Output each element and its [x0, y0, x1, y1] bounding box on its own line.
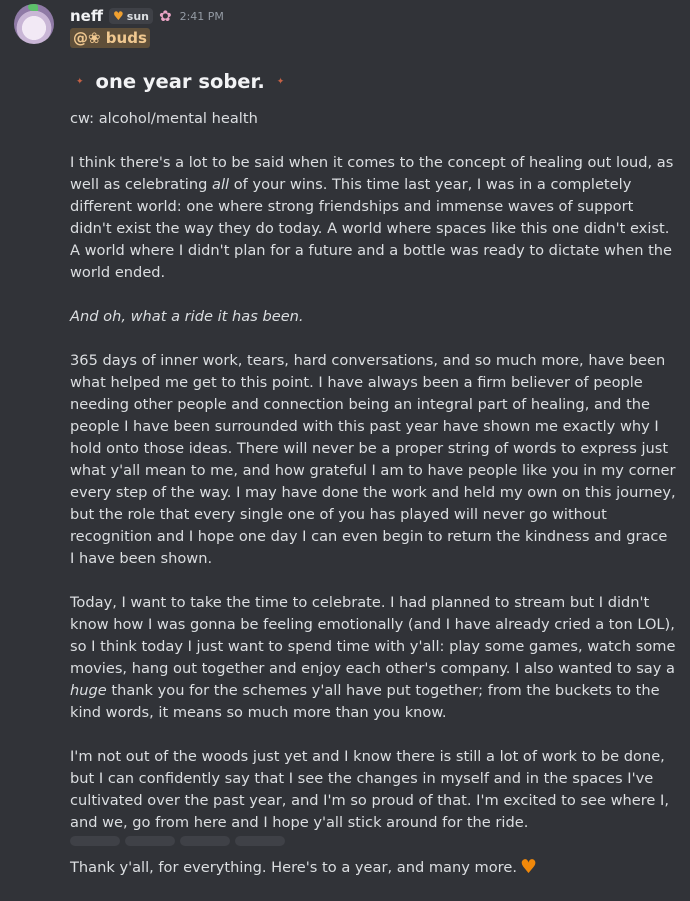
message-content — [70, 66, 676, 901]
sparkle-icon: ✦ — [276, 77, 285, 87]
title-row — [70, 66, 676, 98]
paragraph-4: Today, I want to take the time to celebrate. I had planned to stream but I didn't know how I was gonna be feeling emotionally (and I have already cried a ton LOL), so I think today I just want to spend time with y'all: play some games, watch some movies, hang out together and enjoy each other's company. I also wanted to say a huge thank you for the schemes y'all have put together; from the buckets to the kind words, it means so much more than you know. — [70, 594, 676, 721]
reaction-button[interactable] — [125, 836, 175, 846]
message-header — [70, 6, 224, 26]
username[interactable]: neff — [70, 7, 104, 25]
leaf-icon — [28, 4, 38, 11]
timestamp[interactable]: 2:41 PM — [179, 9, 224, 23]
reaction-button[interactable] — [70, 836, 120, 846]
reaction-button[interactable] — [180, 836, 230, 846]
message-title: one year sober. — [95, 70, 265, 93]
content-warning: cw: alcohol/mental health — [70, 110, 258, 127]
paragraph-3: 365 days of inner work, tears, hard conversations, and so much more, have been what helped me get to this point. I have always been a firm believer of people needing other people and connection being an integral part of healing, and the people I have been surrounded with this past year have shown me exactly why I hold onto those ideas. There will never be a proper string of words to express just what y'all mean to me, and how grateful I am to have people like you in my corner every step of the way. I may have done the work and held my own on this journey, but the role that every single one of you has played will never go without recognition and I hope one day I can even begin to return the kindness and grace I have been shown. — [70, 352, 676, 567]
orange-heart-icon: ♥ — [519, 856, 538, 878]
role-mention[interactable]: @❀ buds — [70, 28, 150, 48]
server-tag-label: sun — [126, 9, 149, 23]
reaction-button[interactable] — [235, 836, 285, 846]
sparkle-icon: ✦ — [76, 77, 84, 87]
paragraph-2: And oh, what a ride it has been. — [70, 308, 304, 325]
reactions-bar — [70, 836, 285, 846]
paragraph-6: Thank y'all, for everything. Here's to a year, and many more. ♥ — [70, 856, 538, 878]
avatar[interactable] — [14, 4, 54, 44]
paragraph-1: I think there's a lot to be said when it comes to the concept of healing out loud, as well as celebrating all of your wins. This time last year, I was in a completely different world: one where strong friendships and immense waves of support didn't exist the way they do today. A world where spaces like this one didn't exist. A world where I didn't plan for a future and a bottle was ready to dictate when the world ended. — [70, 154, 674, 281]
flower-icon[interactable]: ✿ — [159, 7, 172, 25]
paragraph-5: I'm not out of the woods just yet and I know there is still a lot of work to be done, but I can confidently say that I see the changes in myself and in the spaces I've cultivated over the past year, and I'm so proud of that. I'm excited to see where I, and we, go from here and I hope y'all stick around for the ride. — [70, 748, 669, 831]
server-tag[interactable] — [109, 8, 153, 24]
orange-heart-icon: ♥ — [113, 9, 124, 23]
